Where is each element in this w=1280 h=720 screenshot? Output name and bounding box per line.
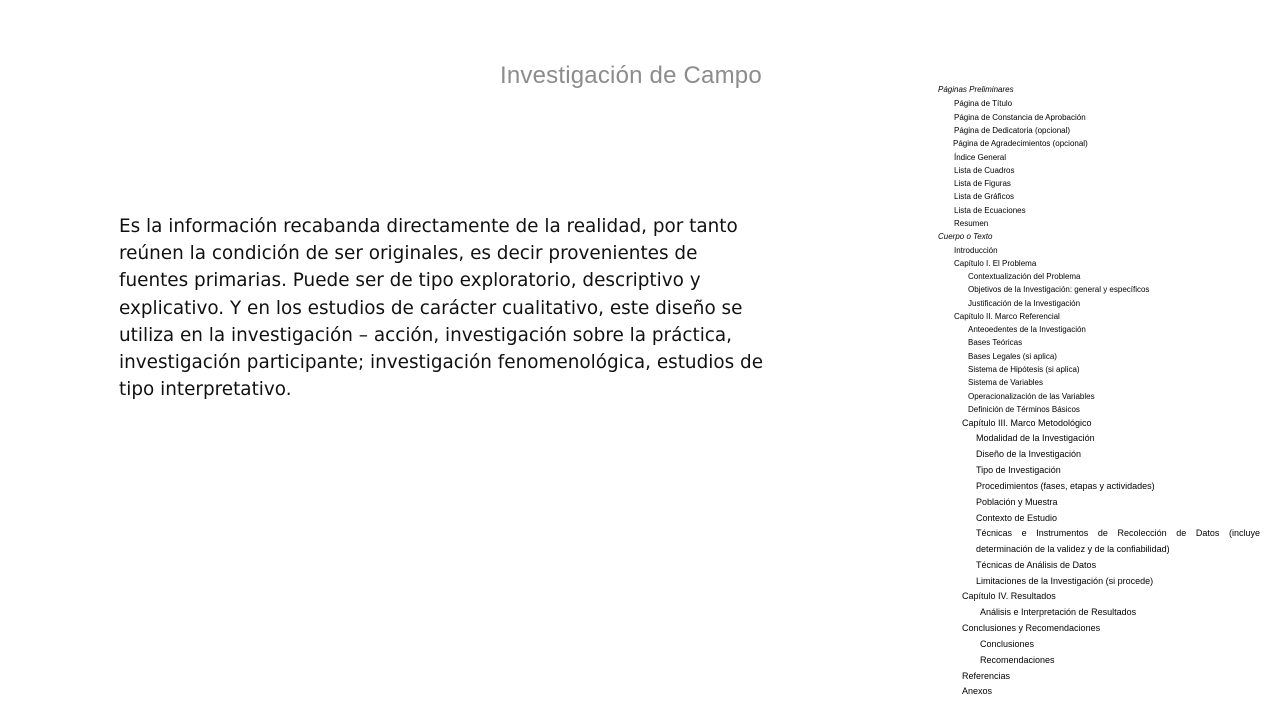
toc-item: Modalidad de la Investigación: [976, 433, 1095, 443]
toc-item: Capítulo I. El Problema: [954, 259, 1037, 268]
toc-item: Análisis e Interpretación de Resultados: [980, 607, 1137, 617]
toc-item: Técnicas e Instrumentos de Recolección de Datos (incluye: [976, 528, 1260, 538]
slide-title: Investigación de Campo: [500, 62, 762, 89]
toc-item: Conclusiones: [980, 639, 1035, 649]
toc-item: Capítulo IV. Resultados: [962, 591, 1056, 601]
toc-item: Página de Constancia de Aprobación: [954, 113, 1086, 122]
toc-item: Capítulo III. Marco Metodológico: [962, 418, 1092, 428]
toc-item: Capítulo II. Marco Referencial: [954, 312, 1060, 321]
toc-item: Lista de Gráficos: [954, 192, 1015, 201]
toc-item: Lista de Cuadros: [954, 166, 1015, 175]
toc-item: Justificación de la Investigación: [968, 299, 1081, 308]
toc-item: Lista de Figuras: [954, 179, 1011, 188]
toc-item: Página de Agradecimientos (opcional): [953, 139, 1088, 148]
toc-item: Bases Legales (si aplica): [968, 352, 1057, 361]
toc-item: Objetivos de la Investigación: general y específicos: [968, 285, 1150, 294]
toc-item: Lista de Ecuaciones: [954, 206, 1026, 215]
toc-item: Tipo de Investigación: [976, 465, 1061, 475]
toc-item: Sistema de Variables: [968, 378, 1043, 387]
toc-item: Recomendaciones: [980, 655, 1055, 665]
toc-item: Anexos: [962, 686, 993, 696]
body-paragraph: Es la información recabanda directamente de la realidad, por tanto reúnen la condición de ser originales, es decir provenientes de fuentes primarias. Puede ser de tipo exploratorio, descriptivo y explicativo. Y en los estudios de carácter cualitativo, este diseño se utiliza en la investigación – acción, investigación sobre la práctica, investigación participante; investigación fenomenológica, estudios de tipo interpretativo.: [119, 216, 764, 401]
toc-item: Índice General: [954, 153, 1007, 162]
toc-item: Operacionalización de las Variables: [968, 392, 1095, 401]
toc-item: determinación de la validez y de la confiabilidad): [976, 544, 1170, 554]
toc-item: Sistema de Hipótesis (si aplica): [968, 365, 1080, 374]
toc-item: Bases Teóricas: [968, 338, 1023, 347]
toc-item: Anteoedentes de la Investigación: [968, 325, 1086, 334]
toc-item: Página de Dedicatoria (opcional): [954, 126, 1071, 135]
toc-item: Diseño de la Investigación: [976, 449, 1082, 459]
toc-item: Procedimientos (fases, etapas y actividades): [976, 481, 1155, 491]
toc-item: Contexto de Estudio: [976, 513, 1058, 523]
toc-item: Contextualización del Problema: [968, 272, 1081, 281]
toc-item: Página de Título: [954, 99, 1013, 108]
toc-heading-preliminares: Páginas Preliminares: [938, 85, 1014, 94]
toc-item: Definición de Términos Básicos: [968, 405, 1080, 414]
toc-item: Conclusiones y Recomendaciones: [962, 623, 1101, 633]
toc-item: Introducción: [954, 246, 998, 255]
toc-item: Referencias: [962, 671, 1011, 681]
toc-item: Limitaciones de la Investigación (si procede): [976, 576, 1154, 586]
toc-heading-cuerpo: Cuerpo o Texto: [938, 232, 993, 241]
toc-item: Técnicas de Análisis de Datos: [976, 560, 1097, 570]
toc-item: Población y Muestra: [976, 497, 1058, 507]
toc-item: Resumen: [954, 219, 989, 228]
